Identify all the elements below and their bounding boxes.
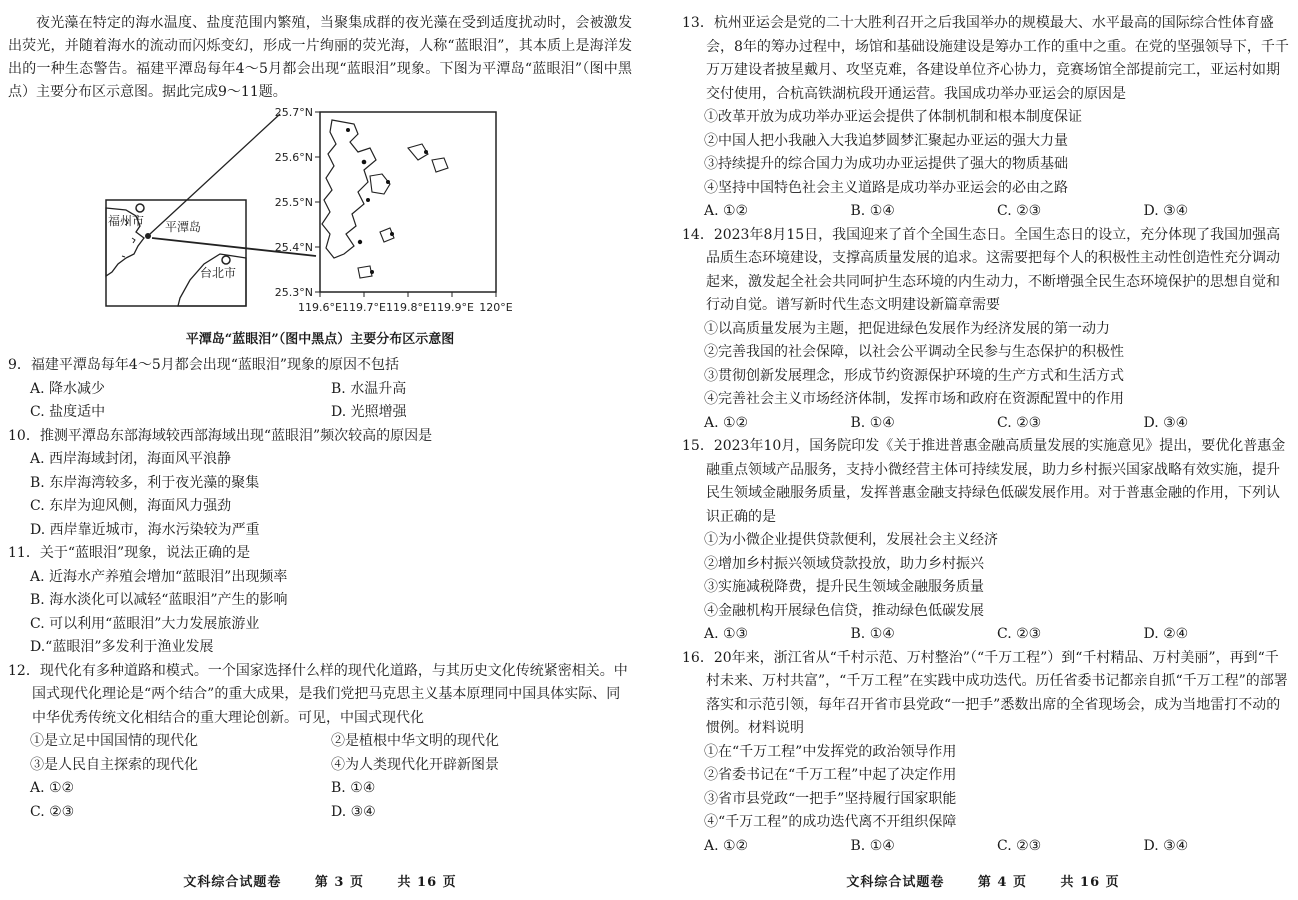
statement-3: ③持续提升的综合国力为成功办亚运提供了强大的物质基础 xyxy=(704,156,1068,172)
footer-title: 文科综合试题卷 xyxy=(183,875,282,890)
islet xyxy=(370,174,390,194)
option-c: C. ②③ xyxy=(30,803,75,820)
question-15 xyxy=(682,435,1290,647)
lon-label: 119.7°E xyxy=(342,301,386,314)
option-a: A. ①③ xyxy=(704,626,749,642)
option-b: B. ①④ xyxy=(850,203,895,219)
statement-4: ④完善社会主义市场经济体制，发挥市场和政府在资源配置中的作用 xyxy=(704,391,1124,407)
statement-3: ③省市县党政“一把手”坚持履行国家职能 xyxy=(704,790,957,807)
page-footer xyxy=(668,871,1298,890)
option-d: D. 西岸靠近城市，海水污染较为严重 xyxy=(30,521,260,538)
option-c: C. 盐度适中 xyxy=(30,404,106,420)
option-d: D. ③④ xyxy=(331,803,376,820)
statement-3: ③实施减税降费，提升民生领域金融服务质量 xyxy=(704,579,984,595)
option-b: B. ①④ xyxy=(331,780,376,796)
footer-page: 第 3 页 xyxy=(314,875,364,890)
connector-top xyxy=(150,114,280,234)
question-stem: 15．2023年10月，国务院印发《关于推进普惠金融高质量发展的实施意见》提出，要优化普惠金融重点领域产品服务，支持小微经营主体可持续发展，助力乡村振兴国家战略有效实施，提升民生领域金融服务质量，发挥普惠金融支持绿色低碳发展作用。对于普惠金融的作用，下列认识正确的是 xyxy=(682,438,1286,525)
option-d: D.“蓝眼泪”多发利于渔业发展 xyxy=(30,639,214,655)
statement-1: ①是立足中国国情的现代化 xyxy=(30,733,198,749)
lat-label: 25.5°N xyxy=(274,196,313,209)
statement-1: ①在“千万工程”中发挥党的政治领导作用 xyxy=(704,743,957,760)
label-fuzhou: 福州市 xyxy=(108,214,145,228)
footer-page: 第 4 页 xyxy=(977,875,1027,890)
options-row xyxy=(8,777,632,801)
taibei-marker xyxy=(222,256,230,264)
lon-label: 119.9°E xyxy=(430,301,474,314)
statement-1: ①以高质量发展为主题，把促进绿色发展作为经济发展的第一动力 xyxy=(704,320,1110,337)
option-a: A. ①② xyxy=(30,780,75,796)
question-stem: 12．现代化有多种道路和模式。一个国家选择什么样的现代化道路，与其历史文化传统紧密相关。中国式现代化理论是“两个结合”的重大成果，是我们党把马克思主义基本原理同中国具体实际、同中华优秀传统文化相结合的重大理论创新。可见，中国式现代化 xyxy=(8,662,628,726)
pingtan-island xyxy=(322,120,376,258)
option-b: B. ①④ xyxy=(850,837,895,854)
options-row xyxy=(8,401,632,425)
statement-2: ②增加乡村振兴领域贷款投放，助力乡村振兴 xyxy=(704,555,984,572)
fuzhou-marker xyxy=(136,204,144,212)
label-pingtan: 平潭岛 xyxy=(165,220,202,234)
options-row xyxy=(682,623,1290,647)
question-stem: 9．福建平潭岛每年4～5月都会出现“蓝眼泪”现象的原因不包括 xyxy=(8,357,400,373)
label-taibei: 台北市 xyxy=(200,266,237,280)
page-footer xyxy=(0,871,640,890)
option-d: D. ②④ xyxy=(1143,626,1189,642)
question-stem: 13．杭州亚运会是党的二十大胜利召开之后我国举办的规模最大、水平最高的国际综合性体育盛会，8年的筹办过程中，场馆和基础设施建设是筹办工作的重中之重。在党的坚强领导下，千千万万建设者披星戴月、攻坚克难，各建设单位齐心协力，竞赛场馆全部提前完工，亚运村如期交付使用，合杭高铁湖杭段开通运营。我国成功举办亚运会的原因是 xyxy=(682,15,1289,102)
option-c: C. ②③ xyxy=(997,414,1042,431)
options-row xyxy=(682,412,1290,436)
footer-total: 共 16 页 xyxy=(1060,875,1120,890)
detail-frame xyxy=(320,112,496,292)
question-stem: 16．20年来，浙江省从“千村示范、万村整治”（“千万工程”）到“千村精品、万村美丽”，再到“千村未来、万村共富”，“千万工程”在实践中成功迭代。历任省委书记都亲自抓“千万工程”的部署落实和示范引领，每年召开省市县党政“一把手”悉数出席的全省现场会，成为当地雷打不动的惯例。材料说明 xyxy=(682,649,1288,736)
option-c: C. ②③ xyxy=(997,203,1042,219)
statement-4: ④金融机构开展绿色信贷，推动绿色低碳发展 xyxy=(704,602,984,619)
option-c: C. ②③ xyxy=(997,626,1042,642)
option-b: B. 水温升高 xyxy=(331,380,407,397)
question-14 xyxy=(682,224,1290,436)
lat-label: 25.4°N xyxy=(274,241,313,254)
lon-label: 120°E xyxy=(479,301,513,314)
map-caption: 平潭岛“蓝眼泪”（图中黑点）主要分布区示意图 xyxy=(185,332,455,347)
question-10 xyxy=(8,425,632,543)
options-row xyxy=(682,835,1290,859)
islet xyxy=(358,266,372,278)
left-page xyxy=(0,0,640,900)
footer-title: 文科综合试题卷 xyxy=(846,875,945,890)
question-stem: 14．2023年8月15日，我国迎来了首个全国生态日。全国生态日的设立，充分体现了我国加强高品质生态环境建设，支撑高质量发展的追求。这需要把每个人的积极性主动性创造性充分调动起来，激发起全社会共同呵护生态环境的内生动力，不断增强全民生态环境保护的思想自觉和行动自觉。谱写新时代生态文明建设新篇章需要 xyxy=(682,226,1281,313)
statement-2: ②是植根中华文明的现代化 xyxy=(331,733,499,749)
pingtan-map xyxy=(8,108,632,330)
option-a: A. ①② xyxy=(704,837,749,854)
options-row xyxy=(8,801,632,825)
statement-2: ②完善我国的社会保障，以社会公平调动全民参与生态保护的积极性 xyxy=(704,344,1124,360)
option-b: B. 东岸海湾较多，利于夜光藻的聚集 xyxy=(30,474,260,491)
option-a: A. 西岸海域封闭，海面风平浪静 xyxy=(30,451,232,467)
lat-label: 25.7°N xyxy=(274,108,313,119)
option-a: A. 降水减少 xyxy=(30,380,106,397)
taiwan-coast xyxy=(178,254,246,306)
option-d: D. ③④ xyxy=(1143,203,1189,219)
lon-label: 119.8°E xyxy=(386,301,430,314)
question-16 xyxy=(682,647,1290,859)
statements-row xyxy=(8,754,632,778)
statements-row xyxy=(8,730,632,754)
map-figure xyxy=(8,108,632,330)
lat-label: 25.3°N xyxy=(274,286,313,299)
option-b: B. ①④ xyxy=(850,414,895,431)
option-d: D. 光照增强 xyxy=(331,404,407,420)
option-a: A. ①② xyxy=(704,414,749,431)
question-11 xyxy=(8,542,632,660)
intro-paragraph: 夜光藻在特定的海水温度、盐度范围内繁殖，当聚集成群的夜光藻在受到适度扰动时，会被激发出荧光，并随着海水的流动而闪烁变幻，形成一片绚丽的荧光海，人称“蓝眼泪”，其本质上是海洋发出的一种生态警告。福建平潭岛每年4～5月都会出现“蓝眼泪”现象。下图为平潭岛“蓝眼泪”（图中黑点）主要分布区示意图。据此完成9～11题。 xyxy=(8,15,632,100)
statement-3: ③贯彻创新发展理念，形成节约资源保护环境的生产方式和生活方式 xyxy=(704,367,1124,384)
option-d: D. ③④ xyxy=(1143,837,1189,854)
option-b: B. 海水淡化可以减轻“蓝眼泪”产生的影响 xyxy=(30,592,288,608)
islet xyxy=(432,158,448,172)
lat-label: 25.6°N xyxy=(274,151,313,164)
question-9 xyxy=(8,354,632,425)
right-page xyxy=(668,0,1298,900)
question-stem: 10．推测平潭岛东部海域较西部海域出现“蓝眼泪”频次较高的原因是 xyxy=(8,427,433,444)
footer-total: 共 16 页 xyxy=(397,875,457,890)
statement-2: ②省委书记在“千万工程”中起了决定作用 xyxy=(704,767,957,783)
statement-1: ①改革开放为成功举办亚运会提供了体制机制和根本制度保证 xyxy=(704,109,1082,125)
statement-3: ③是人民自主探索的现代化 xyxy=(30,756,198,773)
option-c: C. 可以利用“蓝眼泪”大力发展旅游业 xyxy=(30,615,260,632)
option-d: D. ③④ xyxy=(1143,414,1189,431)
option-b: B. ①④ xyxy=(850,626,895,642)
option-c: C. 东岸为迎风侧，海面风力强劲 xyxy=(30,498,232,514)
question-13 xyxy=(682,12,1290,224)
question-stem: 11．关于“蓝眼泪”现象，说法正确的是 xyxy=(8,545,251,561)
question-12 xyxy=(8,660,632,825)
lon-label: 119.6°E xyxy=(298,301,342,314)
statement-4: ④“千万工程”的成功迭代离不开组织保障 xyxy=(704,814,957,830)
options-row xyxy=(8,378,632,402)
statement-2: ②中国人把小我融入大我追梦圆梦汇聚起办亚运的强大力量 xyxy=(704,132,1068,149)
option-a: A. ①② xyxy=(704,203,749,219)
option-c: C. ②③ xyxy=(997,837,1042,854)
statement-4: ④为人类现代化开辟新图景 xyxy=(331,756,499,773)
options-row xyxy=(682,200,1290,224)
statement-1: ①为小微企业提供贷款便利，发展社会主义经济 xyxy=(704,532,998,548)
option-a: A. 近海水产养殖会增加“蓝眼泪”出现频率 xyxy=(30,568,288,585)
statement-4: ④坚持中国特色社会主义道路是成功举办亚运会的必由之路 xyxy=(704,179,1068,196)
